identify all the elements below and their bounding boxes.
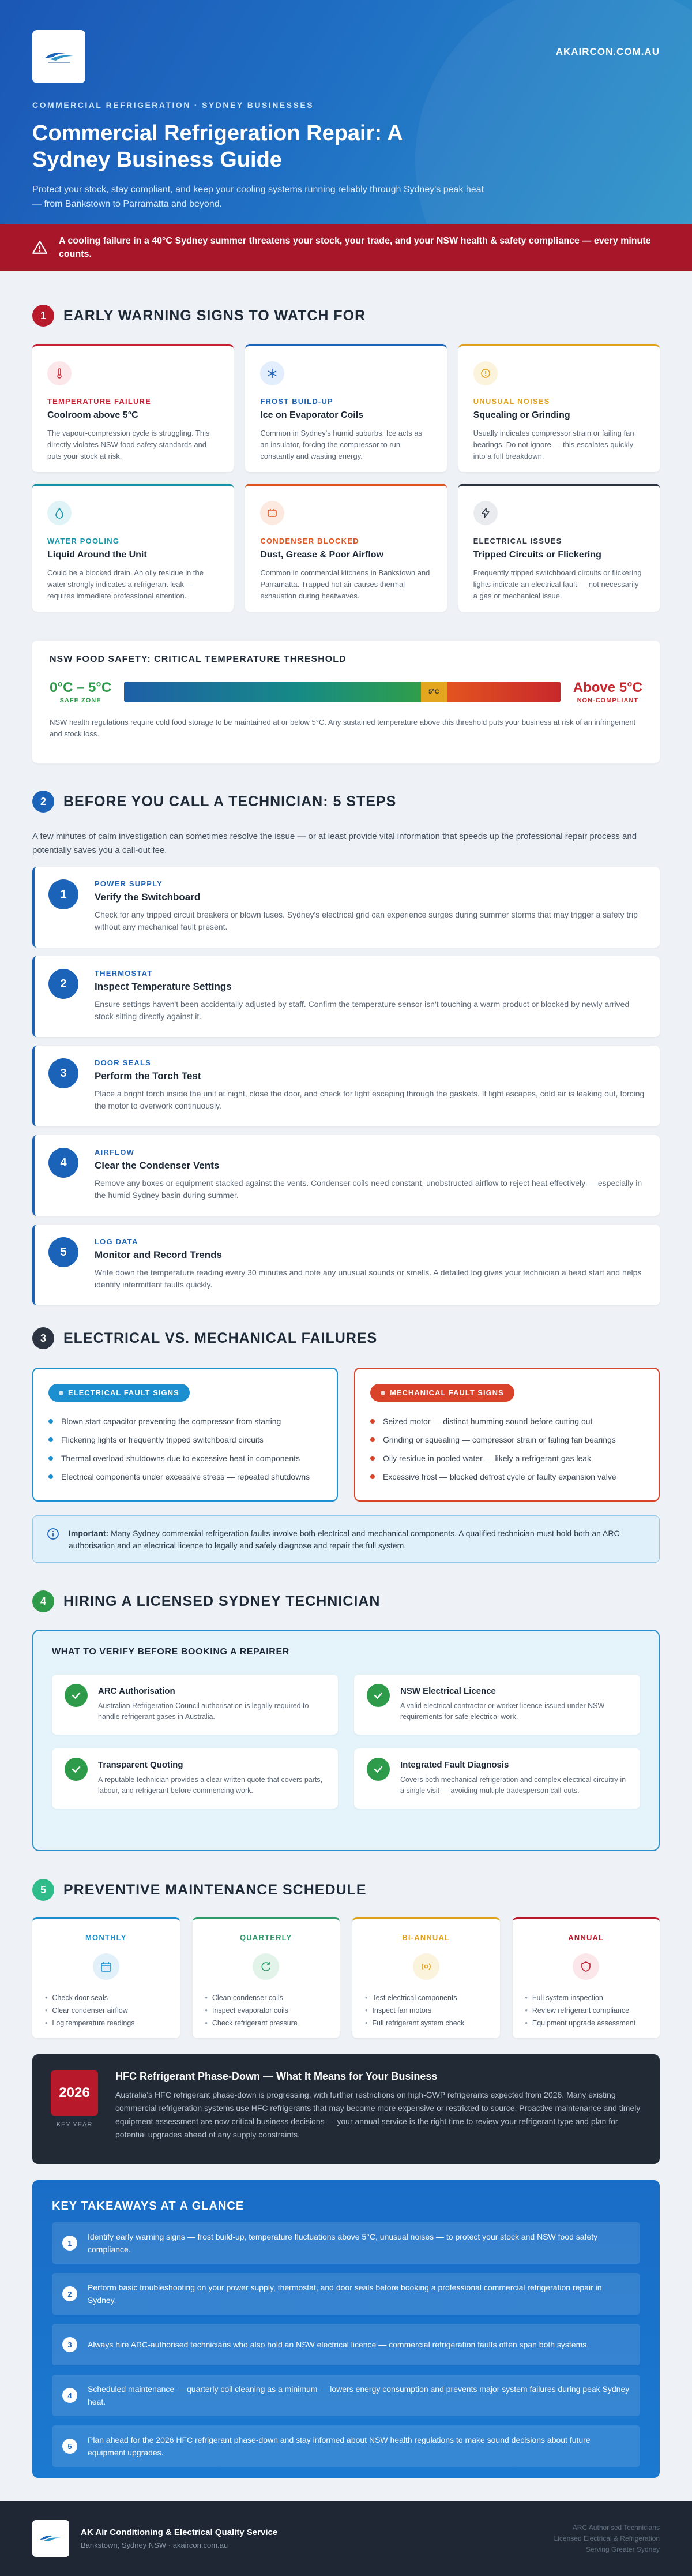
verify-card: [354, 1675, 640, 1735]
fault-item-text: Excessive frost — blocked defrost cycle or faulty expansion valve: [383, 1472, 616, 1481]
important-label: Important:: [69, 1529, 109, 1538]
signal-icon: [413, 1953, 439, 1980]
footer-credential: Serving Greater Sydney: [585, 2545, 660, 2553]
verify-card-title: Integrated Fault Diagnosis: [400, 1760, 509, 1770]
takeaway-number: 2: [62, 2286, 77, 2301]
safe-zone: [50, 680, 111, 704]
hfc-title: HFC Refrigerant Phase-Down — What It Means for Your Business: [115, 2070, 438, 2082]
takeaway-item: [52, 2222, 640, 2264]
verify-card: [52, 1748, 338, 1809]
step-number: 2: [48, 969, 78, 999]
list-item: • Test electrical components: [365, 1991, 487, 2004]
bullet-icon: [48, 1419, 53, 1424]
unsafe-zone-label: NON-COMPLIANT: [577, 697, 639, 704]
important-note: [32, 1515, 660, 1563]
section-number: 1: [32, 305, 54, 327]
step-category: DOOR SEALS: [95, 1058, 151, 1067]
list-item: • Clean condenser coils: [205, 1991, 328, 2004]
eyebrow-right: SYDNEY BUSINESSES: [202, 100, 314, 110]
water-drop-icon: [47, 501, 72, 525]
electrical-fault-label: ELECTRICAL FAULT SIGNS: [68, 1388, 179, 1397]
eyebrow: [32, 100, 660, 110]
list-item: • Full refrigerant system check: [365, 2017, 487, 2030]
footer-contact: [81, 2541, 277, 2549]
step-category: LOG DATA: [95, 1237, 138, 1246]
warning-title: Liquid Around the Unit: [47, 550, 147, 560]
fault-item-text: Electrical components under excessive stress — repeated shutdowns: [61, 1472, 310, 1481]
takeaway-number: 5: [62, 2439, 77, 2454]
step-text: Write down the temperature reading every 30 minutes and note any unusual sounds or smells. A detailed log gives your technician a head start and helps identify intermittent faults quickly.: [95, 1268, 642, 1289]
list-item: [370, 1431, 644, 1449]
safe-zone-value: 0°C – 5°C: [50, 680, 112, 695]
warning-text: Could be a blocked drain. An oily residue in the water strongly indicates a refrigerant leak — requires immediate professional attention.: [47, 568, 204, 600]
warning-category: UNUSUAL NOISES: [473, 397, 550, 406]
condenser-icon: [260, 501, 284, 525]
warning-card: [32, 344, 234, 472]
section-title: HIRING A LICENSED SYDNEY TECHNICIAN: [63, 1593, 381, 1609]
warning-title: Tripped Circuits or Flickering: [473, 550, 601, 560]
list-item: [48, 1467, 322, 1486]
steps-list: [32, 867, 660, 1305]
threshold-marker: 5°C: [428, 688, 439, 695]
mechanical-fault-box: [354, 1368, 660, 1502]
step-text: Remove any boxes or equipment stacked against the vents. Condenser coils need constant, unobstructed airflow to reject heat effectively — especially in the humid Sydney basin during summer.: [95, 1178, 642, 1200]
temperature-threshold-panel: [32, 641, 660, 763]
step-title: Verify the Switchboard: [95, 892, 201, 903]
section-5-heading: [32, 1879, 660, 1901]
warning-category: WATER POOLING: [47, 537, 120, 545]
takeaway-item: [52, 2324, 640, 2365]
alert-banner: [0, 224, 692, 271]
list-item: • Clear condenser airflow: [45, 2004, 167, 2017]
schedule-label: MONTHLY: [85, 1933, 127, 1942]
warning-title: Squealing or Grinding: [473, 410, 570, 420]
takeaway-text: Identify early warning signs — frost build-up, temperature fluctuations above 5°C, unusual noises — to protect your stock and NSW food safety compliance.: [88, 2232, 598, 2254]
key-year-box: [51, 2070, 98, 2148]
alert-circle-icon: [473, 361, 498, 385]
list-item: [48, 1449, 322, 1467]
mechanical-fault-label: MECHANICAL FAULT SIGNS: [390, 1388, 504, 1397]
warning-text: Common in commercial kitchens in Bankstown and Parramatta. Trapped hot air causes thermal exhaustion during heatwaves.: [260, 568, 430, 600]
section-4-heading: [32, 1590, 660, 1612]
fault-item-text: Seized motor — distinct humming sound before cutting out: [383, 1417, 593, 1426]
key-takeaways-panel: [32, 2180, 660, 2478]
warning-title: Ice on Evaporator Coils: [260, 410, 364, 420]
hfc-phase-down-panel: [32, 2054, 660, 2164]
unsafe-zone: [573, 680, 642, 704]
takeaway-text: Plan ahead for the 2026 HFC refrigerant phase-down and stay informed about NSW health regulations to make sound decisions about future equipment upgrades.: [88, 2435, 591, 2457]
list-item: • Check door seals: [45, 1991, 167, 2004]
warning-title: Coolroom above 5°C: [47, 410, 138, 420]
bullet-icon: [48, 1437, 53, 1442]
mechanical-fault-pill: [370, 1384, 514, 1402]
list-item: • Full system inspection: [525, 1991, 648, 2004]
warning-cards: [32, 344, 660, 612]
verify-card: [52, 1675, 338, 1735]
safe-zone-label: SAFE ZONE: [59, 697, 101, 704]
fault-item-text: Grinding or squealing — compressor strain or failing fan bearings: [383, 1435, 616, 1444]
lightning-icon: [473, 501, 498, 525]
footer-company-name: AK Air Conditioning & Electrical Quality Service: [81, 2528, 278, 2537]
takeaway-number: 1: [62, 2236, 77, 2251]
takeaway-item: [52, 2375, 640, 2416]
fault-item-text: Blown start capacitor preventing the compressor from starting: [61, 1417, 281, 1426]
warning-text: Common in Sydney's humid suburbs. Ice acts as an insulator, forcing the compressor to run constantly and wasting energy.: [260, 429, 422, 460]
logo-icon: [42, 48, 76, 65]
verify-grid: [52, 1675, 640, 1809]
warning-category: ELECTRICAL ISSUES: [473, 537, 562, 545]
step-number: 3: [48, 1058, 78, 1088]
hero-header: [0, 0, 692, 224]
takeaway-text: Scheduled maintenance — quarterly coil cleaning as a minimum — lowers energy consumption and prevents major system failures during peak Sydney heat.: [88, 2384, 630, 2406]
takeaway-item: [52, 2273, 640, 2315]
warning-text: Frequently tripped switchboard circuits or flickering lights indicate an electrical fault — not necessarily a gas or mechanical issue.: [473, 568, 642, 600]
warning-title: Dust, Grease & Poor Airflow: [260, 550, 383, 560]
step-card: [32, 867, 660, 948]
verify-title: WHAT TO VERIFY BEFORE BOOKING A REPAIRER: [52, 1647, 289, 1657]
list-item: • Check refrigerant pressure: [205, 2017, 328, 2030]
page-subtitle: Protect your stock, stay compliant, and keep your cooling systems running reliably through Sydney's peak heat — from Bankstown to Parramatta and beyond.: [32, 185, 484, 209]
step-number: 5: [48, 1237, 78, 1267]
important-text: Many Sydney commercial refrigeration faults involve both electrical and mechanical components. A qualified technician must hold both an ARC authorisation and an electrical licence to legally and safely diagnose and repair the full system.: [69, 1529, 620, 1550]
step-number: 4: [48, 1148, 78, 1178]
warning-card: [245, 344, 446, 472]
list-item: [48, 1412, 322, 1431]
page-footer: [0, 2501, 692, 2576]
info-icon: [47, 1527, 59, 1540]
bullet-icon: [370, 1456, 375, 1461]
checkmark-icon: [367, 1758, 390, 1781]
list-item: • Equipment upgrade assessment: [525, 2017, 648, 2030]
calendar-icon: [93, 1953, 119, 1980]
temperature-scale: [50, 680, 642, 704]
unsafe-zone-value: Above 5°C: [573, 680, 642, 695]
warning-card: [458, 344, 660, 472]
section-title: BEFORE YOU CALL A TECHNICIAN: 5 STEPS: [63, 793, 397, 810]
takeaway-item: [52, 2425, 640, 2467]
temperature-gradient-bar: [124, 682, 560, 702]
snowflake-icon: [260, 361, 284, 385]
electrical-fault-box: [32, 1368, 338, 1502]
pill-dot-icon: [59, 1391, 63, 1395]
electrical-fault-pill: [48, 1384, 190, 1402]
section-title: ELECTRICAL VS. MECHANICAL FAILURES: [63, 1330, 378, 1346]
step-category: THERMOSTAT: [95, 969, 153, 978]
verify-card-title: Transparent Quoting: [98, 1760, 183, 1770]
step-card: [32, 1046, 660, 1126]
list-item: [370, 1449, 644, 1467]
schedule-list: [525, 1991, 648, 2030]
pill-dot-icon: [381, 1391, 385, 1395]
section-3-heading: [32, 1327, 660, 1349]
takeaway-number: 3: [62, 2337, 77, 2352]
company-logo[interactable]: [32, 30, 85, 83]
step-title: Inspect Temperature Settings: [95, 981, 232, 992]
step-number: 1: [48, 879, 78, 909]
warning-card: [32, 484, 234, 612]
key-year: 2026: [51, 2070, 98, 2116]
bullet-icon: [370, 1437, 375, 1442]
takeaway-text: Perform basic troubleshooting on your power supply, thermostat, and door seals before booking a professional commercial refrigeration repair in Sydney.: [88, 2283, 602, 2305]
alert-text: A cooling failure in a 40°C Sydney summer threatens your stock, your trade, and your NSW health & safety compliance — every minute counts.: [59, 236, 651, 259]
schedule-card: [513, 1917, 660, 2038]
step-title: Perform the Torch Test: [95, 1070, 201, 1081]
warning-triangle-icon: [32, 240, 47, 255]
schedule-label: QUARTERLY: [240, 1933, 292, 1942]
section-title: EARLY WARNING SIGNS TO WATCH FOR: [63, 307, 366, 324]
fault-item-text: Flickering lights or frequently tripped switchboard circuits: [61, 1435, 264, 1444]
fault-item-text: Oily residue in pooled water — likely a refrigerant gas leak: [383, 1454, 592, 1463]
maintenance-schedule: [32, 1917, 660, 2038]
verify-card-text: Covers both mechanical refrigeration and complex electrical circuitry in a single visit — avoiding multiple tradesperson call-outs.: [400, 1776, 626, 1795]
section-title: PREVENTIVE MAINTENANCE SCHEDULE: [63, 1881, 367, 1898]
fault-comparison: [32, 1368, 660, 1502]
footer-address: Bankstown, Sydney NSW: [81, 2541, 167, 2549]
step-card: [32, 1135, 660, 1216]
fault-item-text: Thermal overload shutdowns due to excessive heat in components: [61, 1454, 300, 1463]
schedule-list: [365, 1991, 487, 2030]
list-item: [48, 1431, 322, 1449]
bullet-icon: [48, 1474, 53, 1479]
section-2-heading: [32, 791, 660, 813]
key-year-label: KEY YEAR: [56, 2121, 93, 2128]
schedule-list: [205, 1991, 328, 2030]
schedule-card: [352, 1917, 500, 2038]
section-number: 2: [32, 791, 54, 813]
verify-panel: [32, 1630, 660, 1851]
verify-card-text: A valid electrical contractor or worker licence issued under NSW requirements for safe electrical work.: [400, 1702, 605, 1721]
schedule-label: BI-ANNUAL: [402, 1933, 450, 1942]
footer-credentials: [554, 2522, 660, 2555]
logo-icon: [38, 2532, 63, 2545]
list-item: • Inspect fan motors: [365, 2004, 487, 2017]
verify-card-title: NSW Electrical Licence: [400, 1686, 496, 1696]
step-category: AIRFLOW: [95, 1148, 135, 1156]
checkmark-icon: [367, 1684, 390, 1707]
schedule-list: [45, 1991, 167, 2030]
footer-separator: ·: [168, 2541, 171, 2549]
schedule-card: [32, 1917, 180, 2038]
hfc-text: Australia's HFC refrigerant phase-down is progressing, with further restrictions on high-GWP refrigerants expected from 2026. Many existing commercial refrigeration systems use HFC refrigerants that may become more expensive or restricted to source. Proactive maintenance and timely equipment assessment are now critical business decisions — your annual service is the right time to review your refrigerant type and plan for potential upgrades ahead of any supply constraints.: [115, 2090, 641, 2139]
electrical-fault-list: [48, 1412, 322, 1486]
list-item: • Review refrigerant compliance: [525, 2004, 648, 2017]
footer-url[interactable]: akaircon.com.au: [172, 2541, 228, 2549]
bullet-icon: [370, 1419, 375, 1424]
warning-category: FROST BUILD-UP: [260, 397, 333, 406]
warning-card: [458, 484, 660, 612]
footer-brand: [32, 2520, 277, 2557]
step-title: Monitor and Record Trends: [95, 1249, 223, 1260]
site-url[interactable]: AKAIRCON.COM.AU: [555, 46, 660, 57]
page-title: Commercial Refrigeration Repair: A Sydney Business Guide: [32, 121, 403, 172]
step-card: [32, 956, 660, 1037]
list-item: • Inspect evaporator coils: [205, 2004, 328, 2017]
section-number: 3: [32, 1327, 54, 1349]
schedule-label: ANNUAL: [568, 1933, 604, 1942]
thermometer-icon: [47, 361, 72, 385]
warning-category: TEMPERATURE FAILURE: [47, 397, 152, 406]
verify-card-text: Australian Refrigeration Council authorisation is legally required to handle refrigerant gases in Australia.: [98, 1702, 309, 1721]
schedule-card: [193, 1917, 340, 2038]
shield-icon: [573, 1953, 599, 1980]
temperature-note: NSW health regulations require cold food storage to be maintained at or below 5°C. Any sustained temperature above this threshold puts your business at risk of an infringement and stock loss.: [50, 718, 636, 738]
temperature-title: NSW FOOD SAFETY: CRITICAL TEMPERATURE THRESHOLD: [50, 654, 347, 664]
warning-text: Usually indicates compressor strain or failing fan bearings. Do not ignore — this escalates quickly into a full breakdown.: [473, 429, 634, 460]
takeaways-title: KEY TAKEAWAYS AT A GLANCE: [52, 2200, 245, 2212]
section-number: 4: [32, 1590, 54, 1612]
refresh-icon: [253, 1953, 279, 1980]
step-title: Clear the Condenser Vents: [95, 1160, 220, 1171]
list-item: • Log temperature readings: [45, 2017, 167, 2030]
verify-card: [354, 1748, 640, 1809]
list-item: [370, 1467, 644, 1486]
checkmark-icon: [65, 1684, 88, 1707]
eyebrow-separator: ·: [194, 100, 199, 110]
warning-card: [245, 484, 446, 612]
warning-text: The vapour-compression cycle is struggling. This directly violates NSW food safety standards and puts your stock at risk.: [47, 429, 210, 460]
section-1-heading: [32, 305, 660, 327]
bullet-icon: [370, 1474, 375, 1479]
bullet-icon: [48, 1456, 53, 1461]
list-item: [370, 1412, 644, 1431]
step-text: Place a bright torch inside the unit at night, close the door, and check for light escaping through the gaskets. If light escapes, cold air is leaking out, forcing the motor to overwork continuously.: [95, 1089, 645, 1110]
step-text: Ensure settings haven't been accidentally adjusted by staff. Confirm the temperature sensor isn't touching a warm product or blocked by newly arrived stock sitting directly against it.: [95, 999, 630, 1021]
step-text: Check for any tripped circuit breakers or blown fuses. Sydney's electrical grid can experience surges during summer storms that may trigger a safety trip without any mechanical fault present.: [95, 910, 638, 931]
checkmark-icon: [65, 1758, 88, 1781]
section-intro: A few minutes of calm investigation can sometimes resolve the issue — or at least provide vital information that speeds up the professional repair process and potentially saves you a call-out fee.: [32, 832, 637, 855]
eyebrow-left: COMMERCIAL REFRIGERATION: [32, 100, 191, 110]
footer-credential: Licensed Electrical & Refrigeration: [554, 2534, 660, 2543]
step-category: POWER SUPPLY: [95, 879, 163, 888]
verify-card-title: ARC Authorisation: [98, 1686, 175, 1696]
step-card: [32, 1225, 660, 1305]
takeaway-text: Always hire ARC-authorised technicians who also hold an NSW electrical licence — commercial refrigeration faults often span both systems.: [88, 2340, 589, 2349]
section-number: 5: [32, 1879, 54, 1901]
mechanical-fault-list: [370, 1412, 644, 1486]
verify-card-text: A reputable technician provides a clear written quote that covers parts, labour, and refrigerant before commencing work.: [98, 1776, 323, 1795]
warning-category: CONDENSER BLOCKED: [260, 537, 359, 545]
footer-logo[interactable]: [32, 2520, 69, 2557]
takeaway-number: 4: [62, 2388, 77, 2403]
footer-credential: ARC Authorised Technicians: [572, 2523, 660, 2532]
